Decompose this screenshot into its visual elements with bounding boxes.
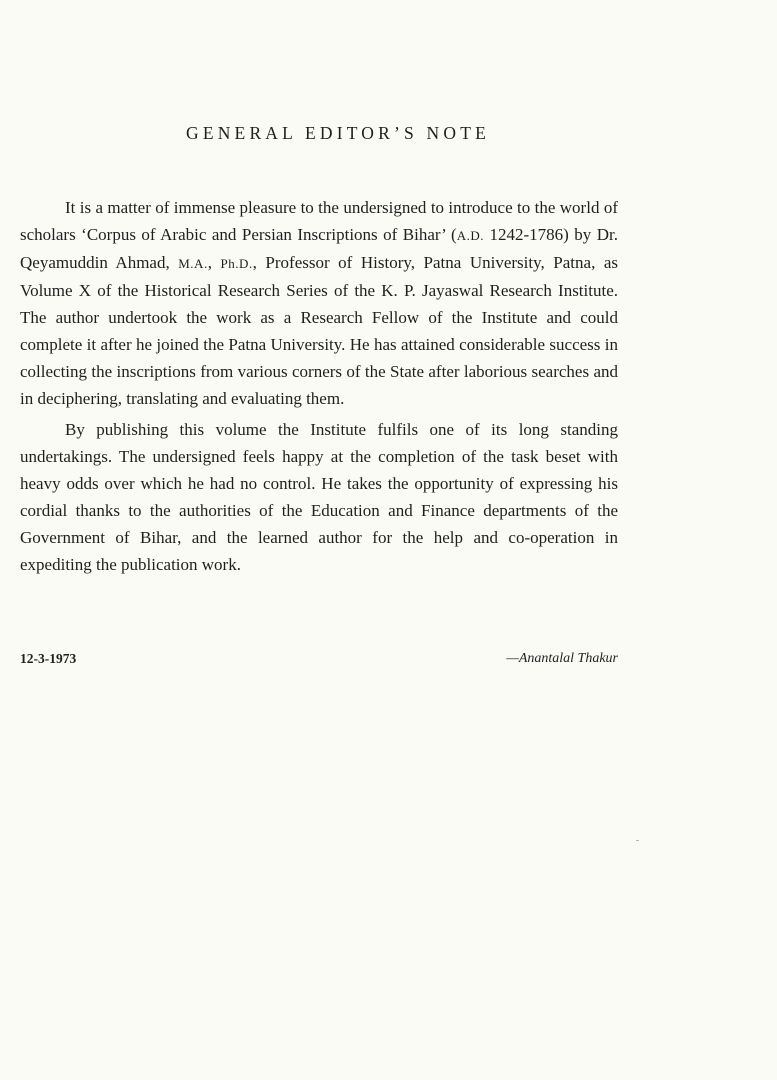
paper-speck <box>636 840 639 841</box>
paragraph-1-text-b: 1242-1786) by Dr. Qeyamuddin Ahmad, <box>20 225 618 272</box>
paragraph-1-text-d: , Professor of History, Patna University, Patna, as Volume X of the Historical Research Series of the K. P. Jayaswal Research Institute. The author undertook the work as a Research Fellow of the Institute and could complete it after he joined the Patna University. He has attained considerable success in collecting the inscriptions from various corners of the State after laborious searches and in deciphering, translating and evaluating them. <box>20 253 619 408</box>
paragraph-1-text-c: , <box>207 253 221 272</box>
paragraph-1-text-a: It is a matter of immense pleasure to the undersigned to introduce to the world of scholars ‘Corpus of Arabic and Persian Inscriptions of Bihar’ ( <box>20 198 618 244</box>
note-body <box>20 194 618 578</box>
degree-phd: Ph.D. <box>220 256 253 271</box>
page-title: GENERAL EDITOR’S NOTE <box>185 123 490 143</box>
era-abbreviation: A.D. <box>456 228 484 243</box>
paragraph-2: By publishing this volume the Institute fulfils one of its long standing undertakings. The undersigned feels happy at the completion of the task beset with heavy odds over which he had no control. He takes the opportunity of expressing his cordial thanks to the authorities of the Education and Finance departments of the Government of Bihar, and the learned author for the help and co-operation in expediting the publication work. <box>20 420 618 574</box>
paragraph-1 <box>20 194 618 412</box>
degree-ma: M.A. <box>178 256 208 271</box>
author-signature: —Anantalal Thakur <box>506 651 618 666</box>
note-date: 12-3-1973 <box>20 651 77 666</box>
